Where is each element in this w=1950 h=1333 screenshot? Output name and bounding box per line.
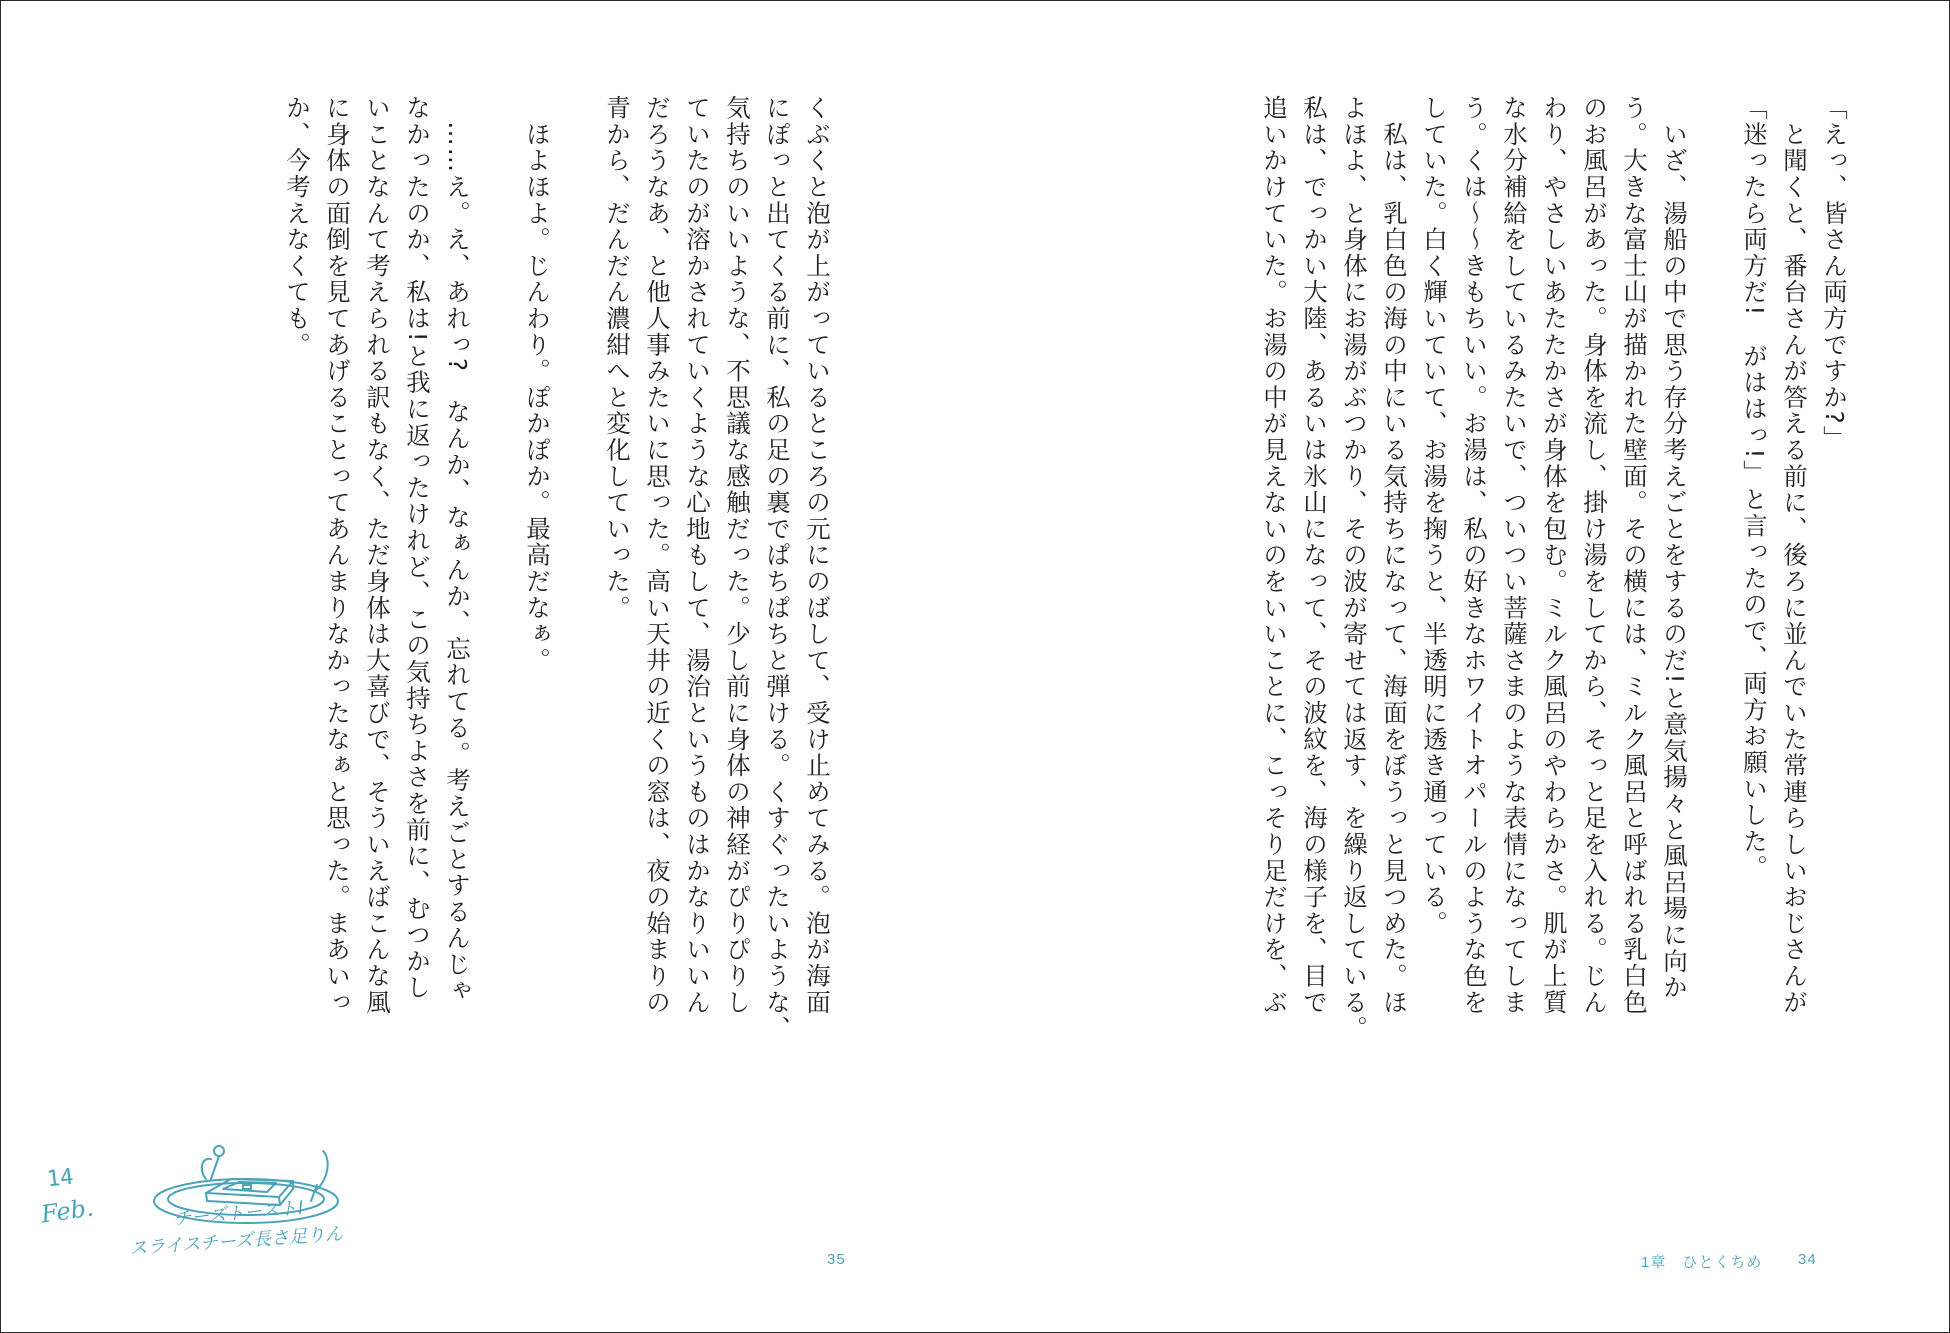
page-number-right: 34 bbox=[1798, 1251, 1817, 1268]
text-line: よほよ、と身体にお湯がぶつかり、その波が寄せては返す、を繰り返している。 bbox=[1340, 95, 1369, 1042]
text-line: 「えっ、皆さん両方ですか?」 bbox=[1820, 95, 1849, 452]
paragraph-gap bbox=[1694, 95, 1734, 1095]
text-line: だろうなあ、と他人事みたいに思った。高い天井の近くの窓は、夜の始まりの bbox=[643, 95, 672, 1016]
text-line: 私は、でっかい大陸、あるいは氷山になって、その波紋を、海の様子を、目で bbox=[1300, 95, 1329, 1016]
illustration-date-day: 14 bbox=[45, 1164, 75, 1193]
text-line: ていたのが溶かされていくような心地もして、湯治というものはかなりいいん bbox=[683, 95, 712, 1016]
text-line: していた。白く輝いていて、お湯を掬うと、半透明に透き通っている。 bbox=[1420, 95, 1449, 937]
text-line: か、今考えなくても。 bbox=[283, 95, 312, 358]
text-line: のお風呂があった。身体を流し、掛け湯をしてから、そっと足を入れる。じん bbox=[1580, 95, 1609, 1016]
text-line: わり、やさしいあたたかさが身体を包む。ミルク風呂のやわらかさ。肌が上質 bbox=[1540, 95, 1569, 1016]
text-line: う。大きな富士山が描かれた壁面。その横には、ミルク風呂と呼ばれる乳白色 bbox=[1620, 95, 1649, 1016]
text-line: う。くは〜〜きもちいい。お湯は、私の好きなホワイトオパールのような色を bbox=[1460, 95, 1489, 1016]
paragraph-gap bbox=[477, 95, 517, 1095]
text-line: 私は、乳白色の海の中にいる気持ちになって、海面をぼうっと見つめた。ほ bbox=[1380, 95, 1409, 1016]
text-line: いざ、湯船の中で思う存分考えごとをするのだ!と意気揚々と風呂場に向か bbox=[1660, 95, 1689, 1001]
text-line: ほよほよ。じんわり。ぽかぽか。最高だなぁ。 bbox=[523, 95, 552, 674]
paragraph-gap bbox=[557, 95, 597, 1095]
right-page-text bbox=[1254, 95, 1854, 1095]
illustration-caption-line1: チーズトースト! bbox=[172, 1197, 306, 1230]
text-line: なかったのか、私は!と我に返ったけれど、この気持ちよさを前に、むつかし bbox=[403, 95, 432, 1001]
text-line: に身体の面倒を見てあげることってあんまりなかったなぁと思った。まあいっ bbox=[323, 95, 352, 1016]
illustration-date-month: Feb. bbox=[39, 1193, 96, 1229]
text-line: 気持ちのいいような、不思議な感触だった。少し前に身体の神経がぴりぴりし bbox=[723, 95, 752, 1016]
text-line: 追いかけていた。お湯の中が見えないのをいいことに、こっそり足だけを、ぶ bbox=[1260, 95, 1289, 1016]
illustration-caption-line2: スライスチーズ長さ足りん bbox=[128, 1223, 344, 1260]
text-line: な水分補給をしているみたいで、ついつい菩薩さまのような表情になってしま bbox=[1500, 95, 1529, 1016]
text-line: いことなんて考えられる訳もなく、ただ身体は大喜びで、そういえばこんな風 bbox=[363, 95, 392, 1016]
text-line: にぽっと出てくる前に、私の足の裏でぱちぱちと弾ける。くすぐったいような、 bbox=[763, 95, 792, 1042]
text-line: 「迷ったら両方だ! がははっ!」と言ったので、両方お願いした。 bbox=[1740, 95, 1769, 881]
running-head-chapter: 1章 ひとくちめ bbox=[1641, 1254, 1763, 1271]
text-line: と聞くと、番台さんが答える前に、後ろに並んでいた常連らしいおじさんが bbox=[1780, 95, 1809, 1016]
text-line: くぶくと泡が上がっているところの元にのばして、受け止めてみる。泡が海面 bbox=[803, 95, 832, 1016]
text-line: 青から、だんだん濃紺へと変化していった。 bbox=[603, 95, 632, 621]
page-number-left: 35 bbox=[827, 1251, 846, 1268]
left-page-text bbox=[277, 95, 837, 1095]
text-line: ……え。え、あれっ? なんか、なぁんか、忘れてる。考えごとするんじゃ bbox=[443, 95, 472, 1005]
